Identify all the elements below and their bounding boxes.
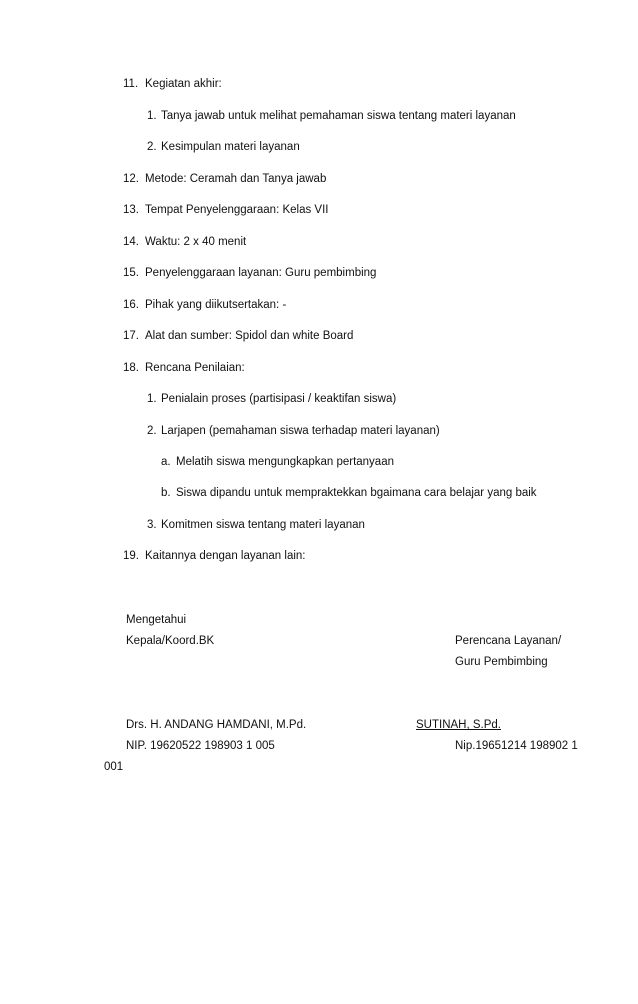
item-16-text: Pihak yang diikutsertakan: -	[145, 299, 287, 311]
item-11-2-number: 2.	[147, 141, 157, 153]
item-18-2-text: Larjapen (pemahaman siswa terhadap materi layanan)	[161, 425, 440, 437]
item-18-2-a-number: a.	[161, 456, 171, 468]
item-18-1-text: Penialain proses (partisipasi / keaktifan siswa)	[161, 393, 397, 405]
signature-left-name: Drs. H. ANDANG HAMDANI, M.Pd.	[126, 719, 307, 731]
item-18-3-text: Komitmen siswa tentang materi layanan	[161, 519, 365, 531]
item-15-text: Penyelenggaraan layanan: Guru pembimbing	[145, 267, 377, 279]
item-18-2-b-text: Siswa dipandu untuk mempraktekkan bgaimana cara belajar yang baik	[176, 487, 537, 499]
signature-left-nip: NIP. 19620522 198903 1 005	[126, 740, 275, 752]
item-18-1-number: 1.	[147, 393, 157, 405]
item-18-2-b-number: b.	[161, 487, 171, 499]
item-14-text: Waktu: 2 x 40 menit	[145, 236, 247, 248]
item-12-text: Metode: Ceramah dan Tanya jawab	[145, 173, 327, 185]
item-11-2-text: Kesimpulan materi layanan	[161, 141, 300, 153]
signature-right-name: SUTINAH, S.Pd.	[416, 719, 501, 731]
item-11-1-number: 1.	[147, 110, 157, 122]
signature-mengetahui: Mengetahui	[126, 614, 187, 626]
item-19-number: 19.	[123, 550, 139, 562]
signature-left-role: Kepala/Koord.BK	[126, 635, 215, 647]
item-16-number: 16.	[123, 299, 139, 311]
signature-right-nip: Nip.19651214 198902 1	[455, 740, 578, 752]
item-13-text: Tempat Penyelenggaraan: Kelas VII	[145, 204, 329, 216]
signature-right-role-line1: Perencana Layanan/	[455, 635, 562, 647]
item-17-text: Alat dan sumber: Spidol dan white Board	[145, 330, 354, 342]
item-19-text: Kaitannya dengan layanan lain:	[145, 550, 306, 562]
item-18-2-a-text: Melatih siswa mengungkapkan pertanyaan	[176, 456, 394, 468]
item-12-number: 12.	[123, 173, 139, 185]
item-18-2-number: 2.	[147, 425, 157, 437]
item-17-number: 17.	[123, 330, 139, 342]
item-11-text: Kegiatan akhir:	[145, 78, 222, 90]
item-18-number: 18.	[123, 362, 139, 374]
item-18-text: Rencana Penilaian:	[145, 362, 245, 374]
item-14-number: 14.	[123, 236, 139, 248]
item-15-number: 15.	[123, 267, 139, 279]
signature-right-nip-wrap: 001	[104, 761, 124, 773]
item-11-1-text: Tanya jawab untuk melihat pemahaman siswa tentang materi layanan	[161, 110, 516, 122]
item-13-number: 13.	[123, 204, 139, 216]
item-11-number: 11.	[123, 78, 139, 90]
signature-right-role-line2: Guru Pembimbing	[455, 656, 548, 668]
item-18-3-number: 3.	[147, 519, 157, 531]
